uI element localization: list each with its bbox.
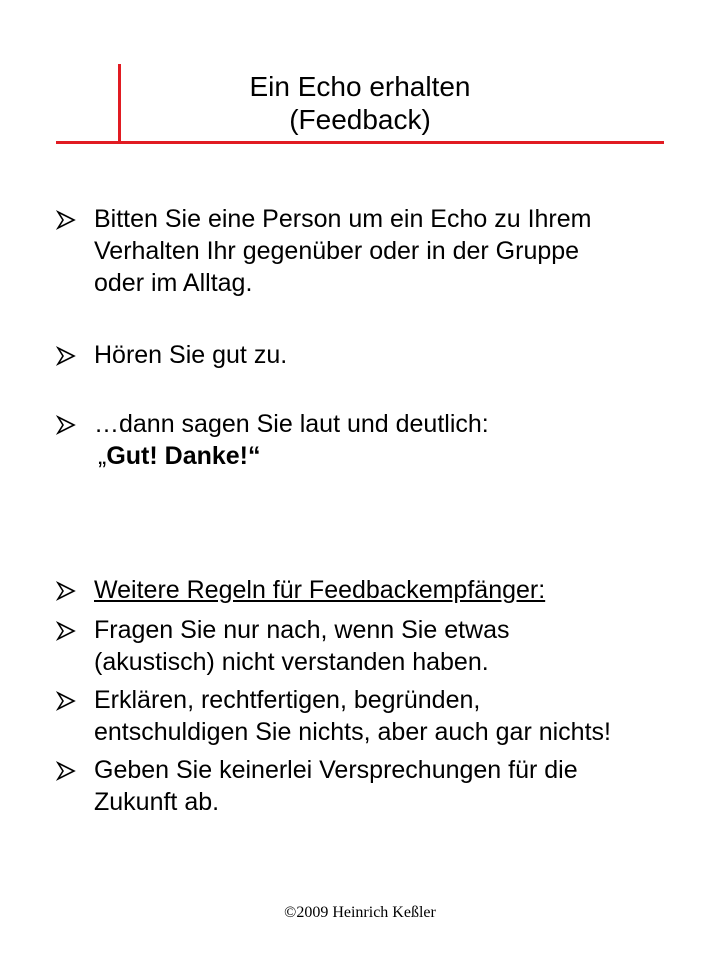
bullet-item-5 (56, 614, 676, 678)
arrowhead-bullet-icon (56, 761, 76, 781)
bullet-quote (94, 440, 676, 472)
bullet-item-3 (56, 408, 676, 472)
bullet-text (94, 684, 676, 748)
bullet-text (94, 614, 676, 678)
bullet-item-1 (56, 203, 676, 299)
bullet-line: entschuldigen Sie nichts, aber auch gar nichts! (94, 718, 611, 746)
bullet-line: Geben Sie keinerlei Versprechungen für die (94, 756, 578, 784)
arrowhead-bullet-icon (56, 581, 76, 601)
bullet-line: Erklären, rechtfertigen, begründen, (94, 686, 481, 714)
bullet-item-2 (56, 339, 676, 371)
bullet-heading: Weitere Regeln für Feedbackempfänger: (94, 576, 546, 604)
title-line-2: (Feedback) (289, 104, 431, 135)
bullet-text (94, 203, 676, 299)
bullet-line: Bitten Sie eine Person um ein Echo zu Ihrem (94, 205, 592, 233)
bullet-line: Zukunft ab. (94, 788, 220, 816)
bullet-line: Fragen Sie nur nach, wenn Sie etwas (94, 616, 510, 644)
arrowhead-bullet-icon (56, 415, 76, 435)
bullet-text (94, 754, 676, 818)
arrowhead-bullet-icon (56, 621, 76, 641)
arrowhead-bullet-icon (56, 210, 76, 230)
title-line-1: Ein Echo erhalten (249, 71, 471, 102)
bullet-line: Verhalten Ihr gegenüber oder in der Gruppe (94, 237, 580, 265)
quote-text: Gut! Danke!“ (106, 442, 261, 470)
bullet-text (94, 408, 676, 472)
title-horizontal-rule (56, 141, 664, 144)
bullet-item-6 (56, 684, 676, 748)
bullet-text (94, 339, 676, 371)
title-vertical-rule (118, 64, 121, 144)
copyright-footer: ©2009 Heinrich Keßler (284, 904, 436, 921)
bullet-line: (akustisch) nicht verstanden haben. (94, 648, 489, 676)
arrowhead-bullet-icon (56, 346, 76, 366)
bullet-line: …dann sagen Sie laut und deutlich: (94, 410, 489, 438)
bullet-line: Hören Sie gut zu. (94, 341, 288, 369)
bullet-item-4 (56, 574, 676, 606)
arrowhead-bullet-icon (56, 691, 76, 711)
page-title (150, 70, 570, 136)
bullet-line: oder im Alltag. (94, 269, 253, 297)
bullet-text (94, 574, 676, 606)
bullet-item-7 (56, 754, 676, 818)
quote-open-mark: „ (98, 442, 107, 470)
